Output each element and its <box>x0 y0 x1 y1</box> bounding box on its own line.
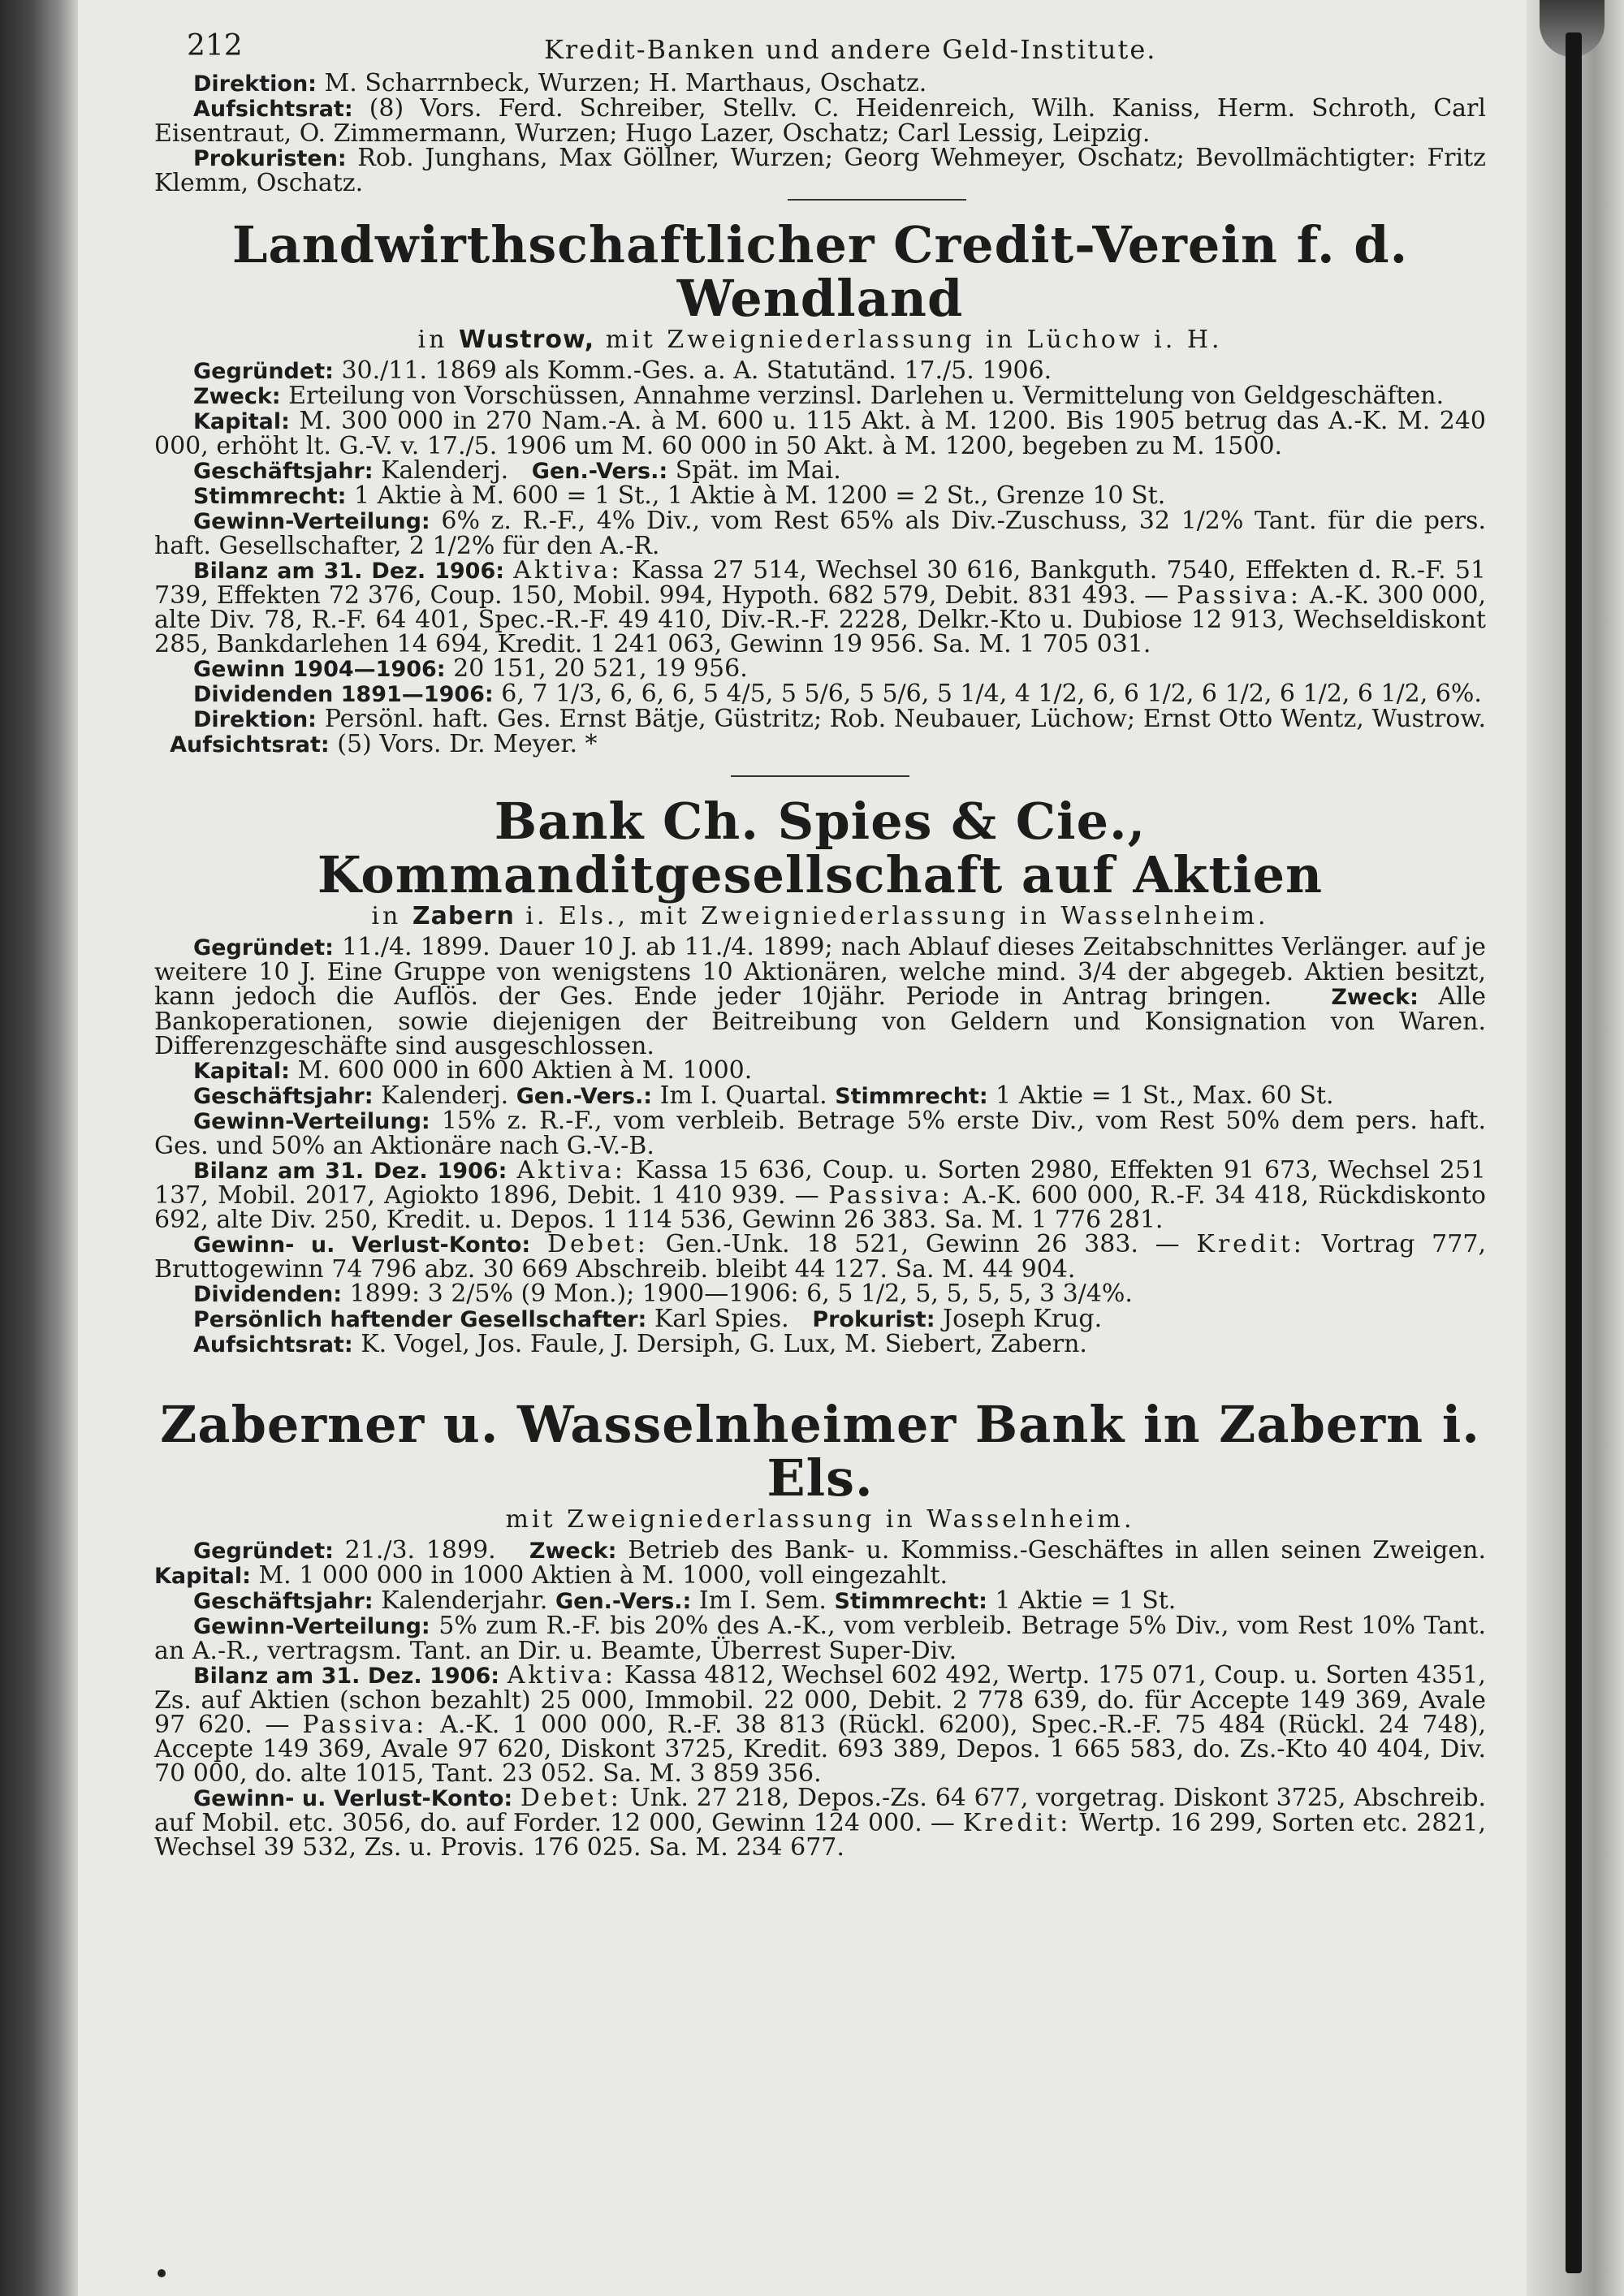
debet-text: Gen.-Unk. 18 521, Gewinn 26 383. <box>665 1230 1138 1258</box>
kredit-text: Wertp. 16 299, Sorten etc. 2821, Wechsel 39 532, Zs. u. Provis. 176 025. Sa. M. 234 677. <box>154 1809 1486 1862</box>
aktiva-text: Kassa 4812, Wechsel 602 492, Wertp. 175 071, Coup. u. Sorten 4351, Zs. auf Aktien (schon bezahlt) 25 000, Immobil. 22 000, Debit. 2 778 639, do. für Accepte 149 369, Avale 97 620. <box>154 1661 1486 1739</box>
gewinn-verteilung-text: 6% z. R.-F., 4% Div., vom Rest 65% als Div.-Zuschuss, 32 1/2% Tant. für die pers. haft. Gesellschafter, 2 1/2% für den A.-R. <box>154 507 1486 560</box>
aufsichtsrat-label: Aufsichtsrat: <box>193 97 353 122</box>
gegruendet-text: 11./4. 1899. Dauer 10 J. ab 11./4. 1899; nach Ablauf dieses Zeitabschnittes Verlänger. auf je weitere 10 J. Eine Gruppe von wenigstens 10 Aktionären, welche mind. 3/4 der abgegeb. Aktien besitzt, kann jedoch die Auflös. der Ges. Ende jeder 10jähr. Periode in Antrag bringen. <box>154 933 1486 1011</box>
page-speck <box>158 2269 166 2277</box>
dividenden-text: 1899: 3 2/5% (9 Mon.); 1900—1906: 6, 5 1/2, 5, 5, 5, 5, 3 3/4%. <box>349 1280 1133 1308</box>
company-subtitle-zaberner: mit Zweigniederlassung in Wasselnheim. <box>505 1505 1135 1534</box>
zweck-label: Zweck: <box>529 1539 617 1564</box>
direktion-text: Persönl. haft. Ges. Ernst Bätje, Güstritz; Rob. Neubauer, Lüchow; Ernst Otto Wentz, Wustrow. <box>324 705 1486 733</box>
guv-label: Gewinn- u. Verlust-Konto: <box>193 1232 531 1258</box>
debet-text: Unk. 27 218, Depos.-Zs. 64 677, vorgetrag. Diskont 3725, Abschreib. auf Mobil. etc. 3056, do. auf Forder. 12 000, Gewinn 124 000. <box>154 1784 1486 1837</box>
genvers-label: Gen.-Vers.: <box>516 1084 653 1109</box>
geschaeftsjahr-label: Geschäftsjahr: <box>193 1589 374 1614</box>
aktiva-label: Aktiva: <box>507 1661 617 1690</box>
zweck-label: Zweck: <box>1331 985 1419 1010</box>
dividenden-label: Dividenden: <box>193 1282 343 1307</box>
zweck-text: Betrieb des Bank- u. Kommiss.-Geschäftes in allen seinen Zweigen. <box>628 1536 1486 1564</box>
kapital-label: Kapital: <box>193 1059 290 1084</box>
passiva-text: A.-K. 1 000 000, R.-F. 38 813 (Rückl. 6200), Spec.-R.-F. 75 484 (Rückl. 24 748), Accepte 149 369, Avale 97 620, Diskont 3725, Kredit. 693 389, Depos. 1 665 583, do. Zs.-Kto 40 404, Div. 70 000, do. alte 1015, Tant. 23 052. Sa. M. 3 859 356. <box>154 1711 1486 1788</box>
direktion-text: M. Scharrnbeck, Wurzen; H. Marthaus, Oschatz. <box>324 69 927 97</box>
company-title-wendland: Landwirthschaftlicher Credit-Verein f. d. Wendland <box>231 215 1409 328</box>
passiva-text: A.-K. 600 000, R.-F. 34 418, Rückdiskonto 692, alte Div. 250, Kredit. u. Depos. 1 114 536, Gewinn 26 383. Sa. M. 1 776 281. <box>154 1181 1486 1234</box>
prokurist-text: Joseph Krug. <box>943 1305 1103 1333</box>
debet-label: Debet: <box>546 1230 649 1258</box>
stimmrecht-label: Stimmrecht: <box>834 1589 987 1614</box>
company-title-spies: Bank Ch. Spies & Cie., Kommanditgesellschaft auf Aktien <box>317 792 1324 904</box>
genvers-label: Gen.-Vers.: <box>531 459 668 484</box>
passiva-label: Passiva: <box>302 1711 428 1739</box>
kredit-text: Vortrag 777, Bruttogewinn 74 796 abz. 30 669 Abschreib. bleibt 44 127. Sa. M. 44 904. <box>154 1230 1486 1284</box>
aufsichtsrat-text: (8) Vors. Ferd. Schreiber, Stellv. C. Heidenreich, Wilh. Kaniss, Herm. Schroth, Carl Eisentraut, O. Zimmermann, Wurzen; Hugo Lazer, Oschatz; Carl Lessig, Leipzig. <box>154 94 1486 148</box>
page-number: 212 <box>187 29 243 63</box>
dividenden-label: Dividenden 1891—1906: <box>193 682 494 707</box>
kredit-label: Kredit: <box>962 1809 1072 1837</box>
aufsichtsrat-label: Aufsichtsrat: <box>193 1332 353 1357</box>
page-gutter-left <box>0 0 78 2296</box>
gewinn-verteilung-text: 5% zum R.-F. bis 20% des A.-K., vom verbleib. Betrage 5% Div., vom Rest 10% Tant. an A.-R., vertragsm. Tant. an Dir. u. Beamte, Überrest Super-Div. <box>154 1612 1486 1665</box>
gewinn-verteilung-label: Gewinn-Verteilung: <box>193 1614 430 1639</box>
company-title-zaberner: Zaberner u. Wasselnheimer Bank in Zabern i. Els. <box>160 1395 1480 1508</box>
kredit-label: Kredit: <box>1196 1230 1305 1258</box>
passiva-text: A.-K. 300 000, alte Div. 78, R.-F. 64 401, Spec.-R.-F. 49 410, Div.-R.-F. 2228, Delkr.-Kto u. Dubiose 12 913, Wechseldiskont 285, Bankdarlehen 14 694, Kredit. 1 241 063, Gewinn 19 956. Sa. M. 1 705 031. <box>154 581 1486 658</box>
geschaeftsjahr-text: Kalenderjahr. <box>381 1586 548 1615</box>
genvers-text: Im I. Sem. <box>698 1586 827 1615</box>
genvers-label: Gen.-Vers.: <box>555 1589 692 1614</box>
running-head <box>154 23 1486 71</box>
prokurist-label: Prokurist: <box>812 1307 935 1332</box>
entry-spies: Bank Ch. Spies & Cie., Kommanditgesellschaft auf Aktien in Zabern i. Els., mit Zweigniederlassung in Wasselnheim. Gegründet: 11./4. 1899. Dauer 10 J. ab 11./4. 1899; nach Ablauf dieses Zeitabschnittes Verlänger. auf je weitere 10 J. Eine Gruppe von wenigstens 10 Aktionären, welche mind. 3/4 der abgegeb. Aktien besitzt, kann jedoch die Auflös. der Ges. Ende jeder 10jähr. Periode in Antrag bringen. Zweck: Alle Bankoperationen, sowie diejenigen der Beitreibung von Geldern und Konsignation von Waren. Differenzgeschäfte sind ausgeschlossen. Kapital: M. 600 000 in 600 Aktien à M. 1000. Geschäftsjahr: Kalenderj. Gen.-Vers.: Im I. Quartal. Stimmrecht: 1 Aktie = 1 St., Max. 60 St. Gewinn-Verteilung: 15% z. R.-F., vom verbleib. Betrage 5% erste Div., vom Rest 50% dem pers. haft. Ges. und 50% an Aktionäre nach G.-V.-B. Bilanz am 31. Dez. 1906: Aktiva: Kassa 15 636, Coup. u. Sorten 2980, Effekten 91 673, Wechsel 251 137, Mobil. 2017, Agiokto 1896, Debit. 1 410 939. — Passiva: A.-K. 600 000, R.-F. 34 418, Rückdiskonto 692, alte Div. 250, Kredit. u. Depos. 1 114 536, Gewinn 26 383. Sa. M. 1 776 281. Gewinn- u. Verlust-Konto: Debet: Gen.-Unk. 18 521, Gewinn 26 383. — Kredit: Vortrag 777, Bruttogewinn 74 796 abz. 30 669 Abschreib. bleibt 44 127. Sa. M. 44 904. Dividenden: 1899: 3 2/5% (9 Mon.); 1900—1906: 6, 5 1/2, 5, 5, 5, 5, 3 3/4%. Persönlich haftender Gesellschafter: Karl Spies. Prokurist: Joseph Krug. Aufsichtsrat: K. Vogel, Jos. Faule, J. Dersiph, G. Lux, M. Siebert, Zabern. <box>154 792 1486 1358</box>
aktiva-text: Kassa 27 514, Wechsel 30 616, Bankguth. 7540, Effekten d. R.-F. 51 739, Effekten 72 376, Coup. 150, Mobil. 994, Hypoth. 682 579, Debit. 831 493. <box>154 556 1486 610</box>
bilanz-label: Bilanz am 31. Dez. 1906: <box>193 1664 500 1689</box>
aktiva-label: Aktiva: <box>513 556 623 585</box>
genvers-text: Im I. Quartal. <box>659 1081 827 1110</box>
geschaeftsjahr-label: Geschäftsjahr: <box>193 459 374 484</box>
book-spine-line <box>1566 32 1582 2273</box>
direktion-label: Direktion: <box>193 707 317 732</box>
passiva-label: Passiva: <box>1176 581 1302 610</box>
guv-label: Gewinn- u. Verlust-Konto: <box>193 1786 513 1811</box>
company-subtitle-wendland: in Wustrow, mit Zweigniederlassung in Lüchow i. H. <box>417 326 1223 354</box>
aufsichtsrat-text: (5) Vors. Dr. Meyer. * <box>337 730 598 758</box>
section-divider <box>731 775 909 777</box>
stimmrecht-text: 1 Aktie = 1 St., Max. 60 St. <box>996 1081 1334 1110</box>
bilanz-label: Bilanz am 31. Dez. 1906: <box>193 1159 508 1184</box>
aktiva-label: Aktiva: <box>516 1156 626 1185</box>
running-head-title: Kredit-Banken und andere Geld-Institute. <box>544 34 1157 65</box>
gewinn-verteilung-label: Gewinn-Verteilung: <box>193 509 430 534</box>
aufsichtsrat-text: K. Vogel, Jos. Faule, J. Dersiph, G. Lux, M. Siebert, Zabern. <box>361 1330 1087 1358</box>
gegruendet-label: Gegründet: <box>193 359 334 384</box>
entry-wendland: Landwirthschaftlicher Credit-Verein f. d. Wendland in Wustrow, mit Zweigniederlassung in Lüchow i. H. Gegründet: 30./11. 1869 als Komm.-Ges. a. A. Statutänd. 17./5. 1906. Zweck: Erteilung von Vorschüssen, Annahme verzinsl. Darlehen u. Vermittelung von Geldgeschäften. Kapital: M. 300 000 in 270 Nam.-A. à M. 600 u. 115 Akt. à M. 1200. Bis 1905 betrug das A.-K. M. 240 000, erhöht lt. G.-V. v. 17./5. 1906 um M. 60 000 in 50 Akt. à M. 1200, begeben zu M. 1500. Geschäftsjahr: Kalenderj. Gen.-Vers.: Spät. im Mai. Stimmrecht: 1 Aktie à M. 600 = 1 St., 1 Aktie à M. 1200 = 2 St., Grenze 10 St. Gewinn-Verteilung: 6% z. R.-F., 4% Div., vom Rest 65% als Div.-Zuschuss, 32 1/2% Tant. für die pers. haft. Gesellschafter, 2 1/2% für den A.-R. Bilanz am 31. Dez. 1906: Aktiva: Kassa 27 514, Wechsel 30 616, Bankguth. 7540, Effekten d. R.-F. 51 739, Effekten 72 376, Coup. 150, Mobil. 994, Hypoth. 682 579, Debit. 831 493. — Passiva: A.-K. 300 000, alte Div. 78, R.-F. 64 401, Spec.-R.-F. 49 410, Div.-R.-F. 2228, Delkr.-Kto u. Dubiose 12 913, Wechseldiskont 285, Bankdarlehen 14 694, Kredit. 1 241 063, Gewinn 19 956. Sa. M. 1 705 031. Gewinn 1904—1906: 20 151, 20 521, 19 956. Dividenden 1891—1906: 6, 7 1/3, 6, 6, 6, 5 4/5, 5 5/6, 5 5/6, 5 1/4, 4 1/2, 6, 6 1/2, 6 1/2, 6 1/2, 6 1/2, 6%. Direktion: Persönl. haft. Ges. Ernst Bätje, Güstritz; Rob. Neubauer, Lüchow; Ernst Otto Wentz, Wustrow. Aufsichtsrat: (5) Vors. Dr. Meyer. * <box>154 215 1486 758</box>
kapital-text: M. 1 000 000 in 1000 Aktien à M. 1000, voll eingezahlt. <box>258 1561 948 1590</box>
zweck-text: Alle Bankoperationen, sowie diejenigen der Beitreibung von Geldern und Konsignation von Waren. Differenzgeschäfte sind ausgeschlossen. <box>154 982 1486 1060</box>
gewinn-verteilung-label: Gewinn-Verteilung: <box>193 1109 430 1134</box>
gesellschafter-text: Karl Spies. <box>654 1305 789 1333</box>
zweck-label: Zweck: <box>193 384 281 409</box>
gesellschafter-label: Persönlich haftender Gesellschafter: <box>193 1307 647 1332</box>
gegruendet-text: 21./3. 1899. <box>344 1536 496 1564</box>
stimmrecht-label: Stimmrecht: <box>193 484 347 509</box>
gegruendet-label: Gegründet: <box>193 935 334 960</box>
kapital-label: Kapital: <box>154 1564 251 1589</box>
aufsichtsrat-label: Aufsichtsrat: <box>170 732 330 757</box>
kapital-text: M. 600 000 in 600 Aktien à M. 1000. <box>297 1056 753 1085</box>
geschaeftsjahr-label: Geschäftsjahr: <box>193 1084 374 1109</box>
genvers-text: Spät. im Mai. <box>675 456 841 485</box>
bilanz-label: Bilanz am 31. Dez. 1906: <box>193 559 505 584</box>
intro-entry <box>154 71 1486 196</box>
aktiva-text: Kassa 15 636, Coup. u. Sorten 2980, Effekten 91 673, Wechsel 251 137, Mobil. 2017, Agiokto 1896, Debit. 1 410 939. <box>154 1156 1486 1210</box>
stimmrecht-text: 1 Aktie = 1 St. <box>995 1586 1177 1615</box>
direktion-label: Direktion: <box>193 71 317 97</box>
gewinn-jahre-label: Gewinn 1904—1906: <box>193 657 446 682</box>
document-page <box>154 23 1486 2280</box>
gegruendet-text: 30./11. 1869 als Komm.-Ges. a. A. Statutänd. 17./5. 1906. <box>341 356 1052 385</box>
geschaeftsjahr-text: Kalenderj. <box>381 456 509 485</box>
section-divider <box>788 199 966 201</box>
stimmrecht-label: Stimmrecht: <box>835 1084 988 1109</box>
zweck-text: Erteilung von Vorschüssen, Annahme verzinsl. Darlehen u. Vermittelung von Geldgeschäften. <box>288 382 1445 410</box>
kapital-text: M. 300 000 in 270 Nam.-A. à M. 600 u. 115 Akt. à M. 1200. Bis 1905 betrug das A.-K. M. 240 000, erhöht lt. G.-V. v. 17./5. 1906 um M. 60 000 in 50 Akt. à M. 1200, begeben zu M. 1500. <box>154 407 1486 460</box>
debet-label: Debet: <box>520 1784 622 1812</box>
gegruendet-label: Gegründet: <box>193 1539 334 1564</box>
prokuristen-text: Rob. Junghans, Max Göllner, Wurzen; Georg Wehmeyer, Oschatz; Bevollmächtigter: Fritz Klemm, Oschatz. <box>154 144 1486 197</box>
dividenden-text: 6, 7 1/3, 6, 6, 6, 5 4/5, 5 5/6, 5 5/6, 5 1/4, 4 1/2, 6, 6 1/2, 6 1/2, 6 1/2, 6 1/2, 6%. <box>501 680 1482 708</box>
spacer <box>154 1361 1486 1393</box>
company-subtitle-spies: in Zabern i. Els., mit Zweigniederlassung in Wasselnheim. <box>371 902 1269 930</box>
prokuristen-label: Prokuristen: <box>193 146 347 171</box>
geschaeftsjahr-text: Kalenderj. <box>381 1081 509 1110</box>
gewinn-verteilung-text: 15% z. R.-F., vom verbleib. Betrage 5% erste Div., vom Rest 50% dem pers. haft. Ges. und 50% an Aktionäre nach G.-V.-B. <box>154 1107 1486 1160</box>
passiva-label: Passiva: <box>828 1181 954 1210</box>
kapital-label: Kapital: <box>193 409 290 434</box>
stimmrecht-text: 1 Aktie à M. 600 = 1 St., 1 Aktie à M. 1200 = 2 St., Grenze 10 St. <box>353 481 1166 510</box>
entry-zaberner: Zaberner u. Wasselnheimer Bank in Zabern i. Els. mit Zweigniederlassung in Wasselnheim. Gegründet: 21./3. 1899. Zweck: Betrieb des Bank- u. Kommiss.-Geschäftes in allen seinen Zweigen. Kapital: M. 1 000 000 in 1000 Aktien à M. 1000, voll eingezahlt. Geschäftsjahr: Kalenderjahr. Gen.-Vers.: Im I. Sem. Stimmrecht: 1 Aktie = 1 St. Gewinn-Verteilung: 5% zum R.-F. bis 20% des A.-K., vom verbleib. Betrage 5% Div., vom Rest 10% Tant. an A.-R., vertragsm. Tant. an Dir. u. Beamte, Überrest Super-Div. Bilanz am 31. Dez. 1906: Aktiva: Kassa 4812, Wechsel 602 492, Wertp. 175 071, Coup. u. Sorten 4351, Zs. auf Aktien (schon bezahlt) 25 000, Immobil. 22 000, Debit. 2 778 639, do. für Accepte 149 369, Avale 97 620. — Passiva: A.-K. 1 000 000, R.-F. 38 813 (Rückl. 6200), Spec.-R.-F. 75 484 (Rückl. 24 748), Accepte 149 369, Avale 97 620, Diskont 3725, Kredit. 693 389, Depos. 1 665 583, do. Zs.-Kto 40 404, Div. 70 000, do. alte 1015, Tant. 23 052. Sa. M. 3 859 356. Gewinn- u. Verlust-Konto: Debet: Unk. 27 218, Depos.-Zs. 64 677, vorgetrag. Diskont 3725, Abschreib. auf Mobil. etc. 3056, do. auf Forder. 12 000, Gewinn 124 000. — Kredit: Wertp. 16 299, Sorten etc. 2821, Wechsel 39 532, Zs. u. Provis. 176 025. Sa. M. 234 677. <box>154 1395 1486 1862</box>
gewinn-jahre-text: 20 151, 20 521, 19 956. <box>453 654 748 683</box>
